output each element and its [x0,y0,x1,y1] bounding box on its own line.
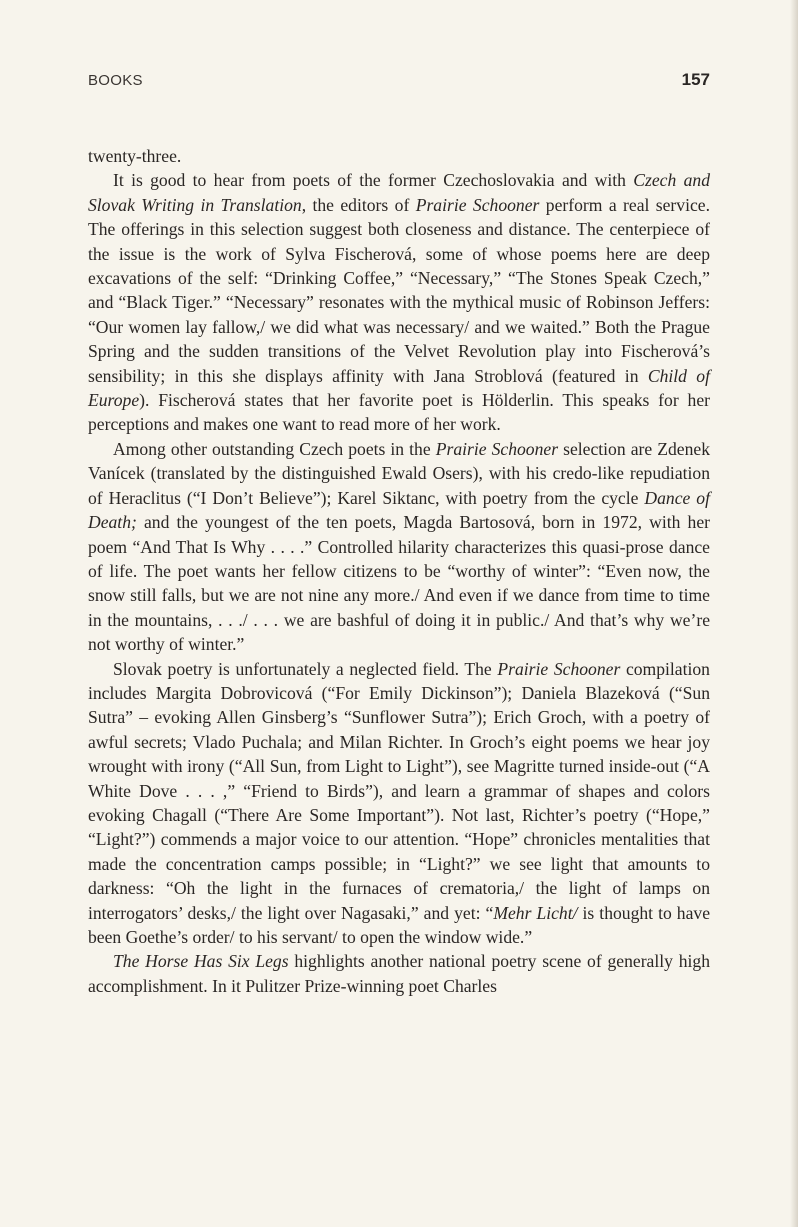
text-run: ). Fischerová states that her favorite poet is Hölderlin. This speaks for her perceptions and makes one want to read more of her work. [88,390,710,435]
text-run: , the editors of [301,194,416,215]
text-run: compilation includes Margita Dobrovicová (“For Emily Dickinson”); Daniela Blazeková (“Sun Sutra” – evoking Allen Ginsberg’s “Sunflower Sutra”); Erich Groch, with a poetry of awful secrets; Vlado Puchala; and Milan Richter. In Groch’s eight poems we hear joy wrought with irony (“All Sun, from Light to Light”), see Magritte turned inside-out (“A White Dove . . . ,” “Friend to Birds”), and learn a grammar of shapes and colors evoking Chagall (“There Are Some Important”). Not last, Richter’s poetry (“Hope,” “Light?”) commends a major voice to our attention. “Hope” chronicles mentalities that made the concentration camps possible; in “Light?” we see light that amounts to darkness: “Oh the light in the furnaces of crematoria,/ the light of lamps on interrogators’ desks,/ the light over Nagasaki,” and yet: “ [88,658,710,923]
page-edge-shadow [790,0,798,1227]
text-run: highlights another national poetry scene of generally high accomplishment. In it Pulitzer Prize-winning poet Charles [88,951,710,996]
italic-title-run: Mehr Licht/ [493,902,578,923]
text-run: Among other outstanding Czech poets in the [113,438,436,459]
italic-title-run: Child of Europe [88,365,710,411]
italic-title-run: Prairie Schooner [415,194,540,215]
text-run: and the youngest of the ten poets, Magda Bartosová, born in 1972, with her poem “And That Is Why . . . .” Controlled hilarity characterizes this quasi-prose dance of life. The poet wants her fellow citizens to be “worthy of winter”: “Even now, the snow still falls, but we are not nine any more./ And even if we dance from time to time in the mountains, . . ./ . . . we are bashful of doing it in public./ And that’s why we’re not worthy of winter.” [88,512,710,655]
text-run: selection are Zdenek Vanícek (translated by the distinguished Ewald Osers), with his credo-like repudiation of Heraclitus (“I Don’t Believe”); Karel Siktanc, with poetry from the cycle [88,438,710,508]
italic-title-run: Czech and Slovak Writing in Translation [88,170,710,215]
text-run: perform a real service. The offerings in this selection suggest both closeness and distance. The centerpiece of the issue is the work of Sylva Fischerová, some of whose poems here are deep excavations of the self: “Drinking Coffee,” “Necessary,” “The Stones Speak Czech,” and “Black Tiger.” “Necessary” resonates with the mythical music of Robinson Jeffers: “Our women lay fallow,/ we did what was necessary/ and we waited.” Both the Prague Spring and the sudden transitions of the Velvet Revolution play into Fischerová’s sensibility; in this she displays affinity with Jana Stroblová (featured in [88,194,710,386]
body-paragraph [88,437,710,657]
italic-title-run: The Horse Has Six Legs [113,951,289,972]
text-run: It is good to hear from poets of the former Czechoslovakia and with [113,170,634,191]
body-paragraph [88,949,710,998]
body-paragraph [88,144,710,168]
page-number: 157 [681,70,710,89]
italic-title-run: Dance of Death; [88,487,710,533]
body-paragraph [88,168,710,436]
text-run: Slovak poetry is unfortunately a neglected field. The [113,658,498,679]
text-run: twenty-three. [88,146,182,166]
body-paragraph [88,657,710,950]
running-head [88,70,710,94]
text-run: is thought to have been Goethe’s order/ to his servant/ to open the window wide.” [88,902,711,947]
section-title: BOOKS [88,72,143,89]
article-body [88,144,710,998]
italic-title-run: Prairie Schooner [497,658,621,679]
italic-title-run: Prairie Schooner [435,438,559,459]
